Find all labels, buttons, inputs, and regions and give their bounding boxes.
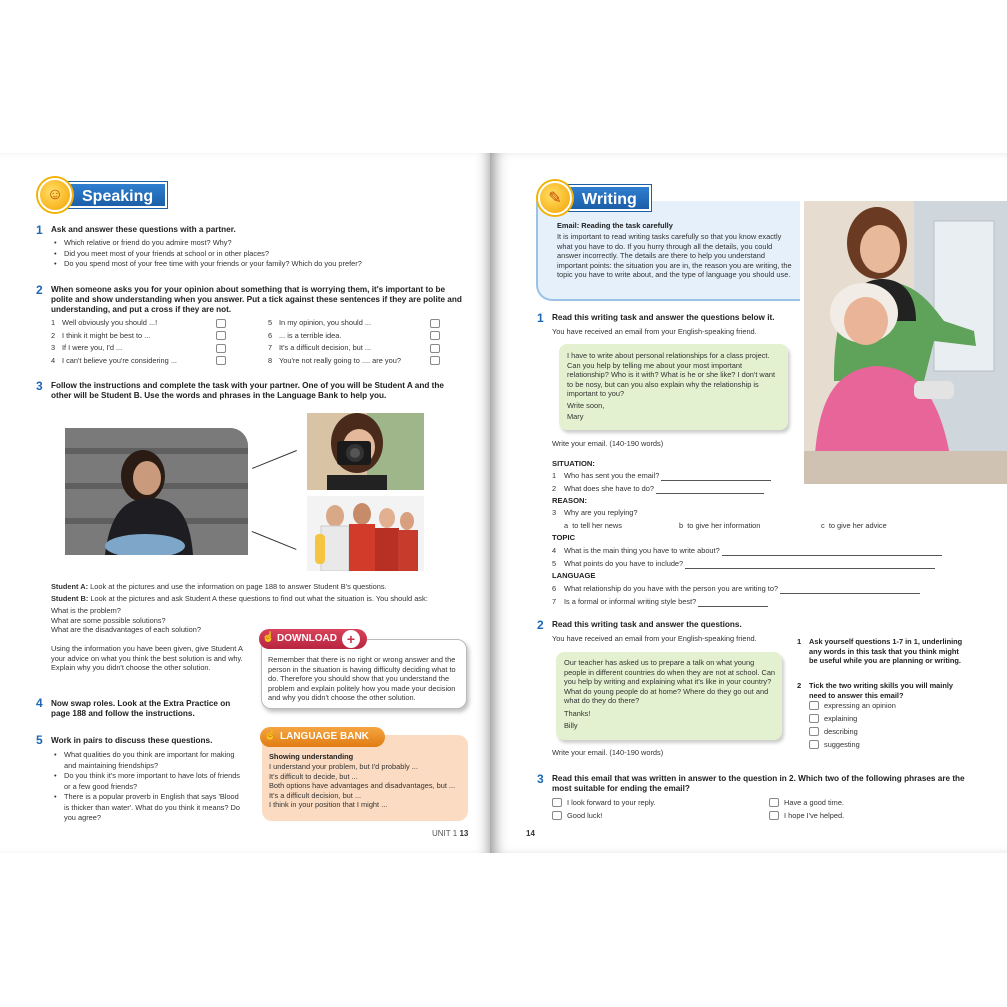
- language-bank-heading: Showing understanding: [269, 752, 354, 761]
- checkbox[interactable]: [216, 356, 226, 365]
- tick-item: 4 I can't believe you're considering ...: [51, 355, 226, 368]
- email-box: [559, 344, 788, 430]
- phrase-option: Good luck!: [552, 811, 602, 820]
- task-intro: You have received an email from your English-speaking friend.: [552, 634, 757, 643]
- email-text: Our teacher has asked us to prepare a talk on what young people in different countries do when they are not at school. Can you help by writing and explaining what it's like in your country? What do young people do at home? Where do they go out and what do they do there?: [564, 658, 776, 705]
- checkbox[interactable]: [430, 331, 440, 340]
- student-b-text: Student B: Look at the pictures and ask Student A these questions to find out what the situation is. You should ask:: [51, 594, 428, 603]
- checkbox[interactable]: [430, 319, 440, 328]
- page-footer: 14: [526, 829, 535, 838]
- list-item: • There is a popular proverb in English that says 'Blood is thicker than water'. What do you think it means? Do you agree?: [54, 792, 244, 824]
- topic-question: 5 What points do you have to include?: [552, 559, 992, 569]
- side-question-number: 1: [797, 637, 802, 646]
- question-text: Read this writing task and answer the questions.: [552, 620, 742, 629]
- checkbox[interactable]: [552, 811, 562, 820]
- side-question-text: Ask yourself questions 1-7 in 1, underlining any words in this task that you think might be useful while you are planning or writing.: [809, 637, 963, 665]
- speech-bubble-icon: ☺: [38, 178, 72, 212]
- checkbox[interactable]: [552, 798, 562, 807]
- question-number: 3: [36, 379, 43, 393]
- question-text: When someone asks you for your opinion about something that is worrying them, it's important to be polite and show understanding when you answer. Put a tick against these sentences if they are polite and understanding, and put a cross if they are not.: [51, 285, 462, 314]
- reason-option: a to tell her news: [564, 521, 622, 530]
- language-question: 6 What relationship do you have with the person you are writing to?: [552, 584, 992, 594]
- email-signoff: Thanks!: [564, 709, 591, 718]
- reason-question: 3 Why are you replying?: [552, 508, 638, 517]
- checkbox[interactable]: [809, 740, 819, 749]
- topic-question: 4 What is the main thing you have to write about?: [552, 546, 992, 556]
- task-intro: You have received an email from your English-speaking friend.: [552, 327, 757, 336]
- plus-icon: +: [342, 630, 360, 648]
- email-box: [556, 652, 782, 740]
- email-text: I have to write about personal relationships for a class project. Can you help by telling me about your most important relationship? Who is it with? What is he or she like? I don't want to be nosy, but can you also explain why the relationship is important to you?: [567, 351, 776, 398]
- question-number: 2: [36, 283, 43, 297]
- language-bank-lines: I understand your problem, but I'd probably ... It's difficult to decide, but ... Both options have advantages and disadvantages, but ... It's a difficult decision, but ... I think in your position that I might ...: [269, 762, 456, 809]
- sad-girl-photo: [65, 428, 248, 555]
- situation-question: 2 What does she have to do?: [552, 484, 792, 494]
- checkbox[interactable]: [216, 344, 226, 353]
- situation-label: SITUATION:: [552, 459, 595, 468]
- tick-list-left: [51, 317, 226, 367]
- question-number: 2: [537, 618, 544, 632]
- write-instruction: Write your email. (140-190 words): [552, 439, 664, 448]
- left-page: [0, 153, 490, 853]
- email-signature: Mary: [567, 412, 584, 421]
- situation-question: 1 Who has sent you the email?: [552, 471, 792, 481]
- hand-icon: ☝: [264, 730, 277, 741]
- bullet-list: [54, 238, 474, 270]
- tick-item: 7 It's a difficult decision, but ...: [268, 342, 440, 355]
- hand-icon: ☝: [262, 632, 275, 643]
- tick-item: 2 I think it might be best to ...: [51, 330, 226, 343]
- pencil-icon: ✎: [538, 181, 572, 215]
- tip-text: It is important to read writing tasks carefully so that you know exactly what you have to do. If you hurry through all the details, you could answer incorrectly. The details are there to help you understand important points: the situation you are in, the reason you are writing, the topic you have to write about, and the type of language you should use.: [557, 232, 792, 279]
- email-signature: Billy: [564, 721, 578, 730]
- skill-option: suggesting: [809, 740, 860, 749]
- arrow-line: [252, 450, 297, 469]
- tick-item: 6 ... is a terrible idea.: [268, 330, 440, 343]
- student-b-questions: What is the problem? What are some possible solutions? What are the disadvantages of each solution?: [51, 606, 201, 634]
- question-number: 1: [537, 311, 544, 325]
- tip-title: Email: Reading the task carefully: [557, 221, 673, 230]
- side-question-number: 2: [797, 681, 802, 690]
- skill-option: describing: [809, 727, 858, 736]
- language-bank-box: [262, 735, 468, 821]
- student-a-text: Student A: Look at the pictures and use the information on page 188 to answer Student B's questions.: [51, 582, 387, 591]
- skill-option: expressing an opinion: [809, 701, 896, 710]
- download-tag: DOWNLOAD: [259, 629, 367, 649]
- advice-text: Using the information you have been given, give Student A your advice on what you think the best solution is and why. Explain why you didn't choose the other solution.: [51, 644, 243, 672]
- write-instruction: Write your email. (140-190 words): [552, 748, 664, 757]
- photographer-photo: [307, 413, 424, 490]
- skill-option: explaining: [809, 714, 857, 723]
- right-page: [490, 153, 1007, 853]
- checkbox[interactable]: [216, 331, 226, 340]
- writing-header: [538, 181, 651, 215]
- list-item: • Do you think it's more important to have lots of friends or a few good friends?: [54, 771, 244, 792]
- tip-box: [536, 201, 800, 301]
- checkbox[interactable]: [216, 319, 226, 328]
- question-number: 4: [36, 696, 43, 710]
- side-question-text: Tick the two writing skills you will mainly need to answer this email?: [809, 681, 954, 700]
- topic-label: TOPIC: [552, 533, 576, 542]
- tick-list-right: [268, 317, 440, 367]
- sports-team-photo: [307, 496, 424, 571]
- checkbox[interactable]: [809, 727, 819, 736]
- arrow-line: [252, 531, 297, 550]
- section-title: Writing: [564, 185, 651, 211]
- checkbox[interactable]: [809, 714, 819, 723]
- list-item: • Do you spend most of your free time with your friends or your family? Which do you prefer?: [54, 259, 474, 270]
- email-signoff: Write soon,: [567, 401, 605, 410]
- download-text: Remember that there is no right or wrong answer and the person in the situation is having difficulty deciding what to do. Therefore you should show that you understand the problem and explain politely how you made your decision and why you didn't choose the other solution.: [268, 655, 456, 702]
- question-text: Ask and answer these questions with a partner.: [51, 225, 236, 234]
- tick-item: 8 You're not really going to .... are you?: [268, 355, 440, 368]
- reason-option: b to give her information: [679, 521, 761, 530]
- checkbox[interactable]: [430, 344, 440, 353]
- tick-item: 3 If I were you, I'd ...: [51, 342, 226, 355]
- speaking-header: [38, 178, 167, 212]
- checkbox[interactable]: [430, 356, 440, 365]
- tick-item: 5 In my opinion, you should ...: [268, 317, 440, 330]
- list-item: • Which relative or friend do you admire most? Why?: [54, 238, 474, 249]
- bullet-list: [54, 750, 244, 824]
- grandmother-granddaughter-photo: [804, 201, 1007, 484]
- reason-label: REASON:: [552, 496, 588, 505]
- phrase-option: Have a good time.: [769, 798, 844, 807]
- phrase-option: I look forward to your reply.: [552, 798, 656, 807]
- checkbox[interactable]: [769, 798, 779, 807]
- question-text: Work in pairs to discuss these questions.: [51, 736, 213, 745]
- list-item: • What qualities do you think are important for making and maintaining friendships?: [54, 750, 244, 771]
- checkbox[interactable]: [809, 701, 819, 710]
- language-bank-tag: LANGUAGE BANK: [260, 727, 385, 747]
- language-question: 7 Is a formal or informal writing style best?: [552, 597, 992, 607]
- question-text: Follow the instructions and complete the task with your partner. One of you will be Student A and the other will be Student B. Use the words and phrases in the Language Bank to help you.: [51, 381, 444, 400]
- page-footer: UNIT 1 13: [432, 829, 469, 838]
- tick-item: 1 Well obviously you should ...!: [51, 317, 226, 330]
- question-text: Now swap roles. Look at the Extra Practice on page 188 and follow the instructions.: [51, 699, 231, 718]
- list-item: • Did you meet most of your friends at school or in other places?: [54, 249, 474, 260]
- question-text: Read this writing task and answer the questions below it.: [552, 313, 775, 322]
- question-text: Read this email that was written in answer to the question in 2. Which two of the following phrases are the most suitable for ending the email?: [552, 774, 965, 793]
- question-number: 3: [537, 772, 544, 786]
- question-number: 1: [36, 223, 43, 237]
- reason-option: c to give her advice: [821, 521, 887, 530]
- question-number: 5: [36, 733, 43, 747]
- checkbox[interactable]: [769, 811, 779, 820]
- section-title: Speaking: [64, 182, 167, 208]
- download-box: [261, 639, 467, 709]
- language-label: LANGUAGE: [552, 571, 596, 580]
- phrase-option: I hope I've helped.: [769, 811, 844, 820]
